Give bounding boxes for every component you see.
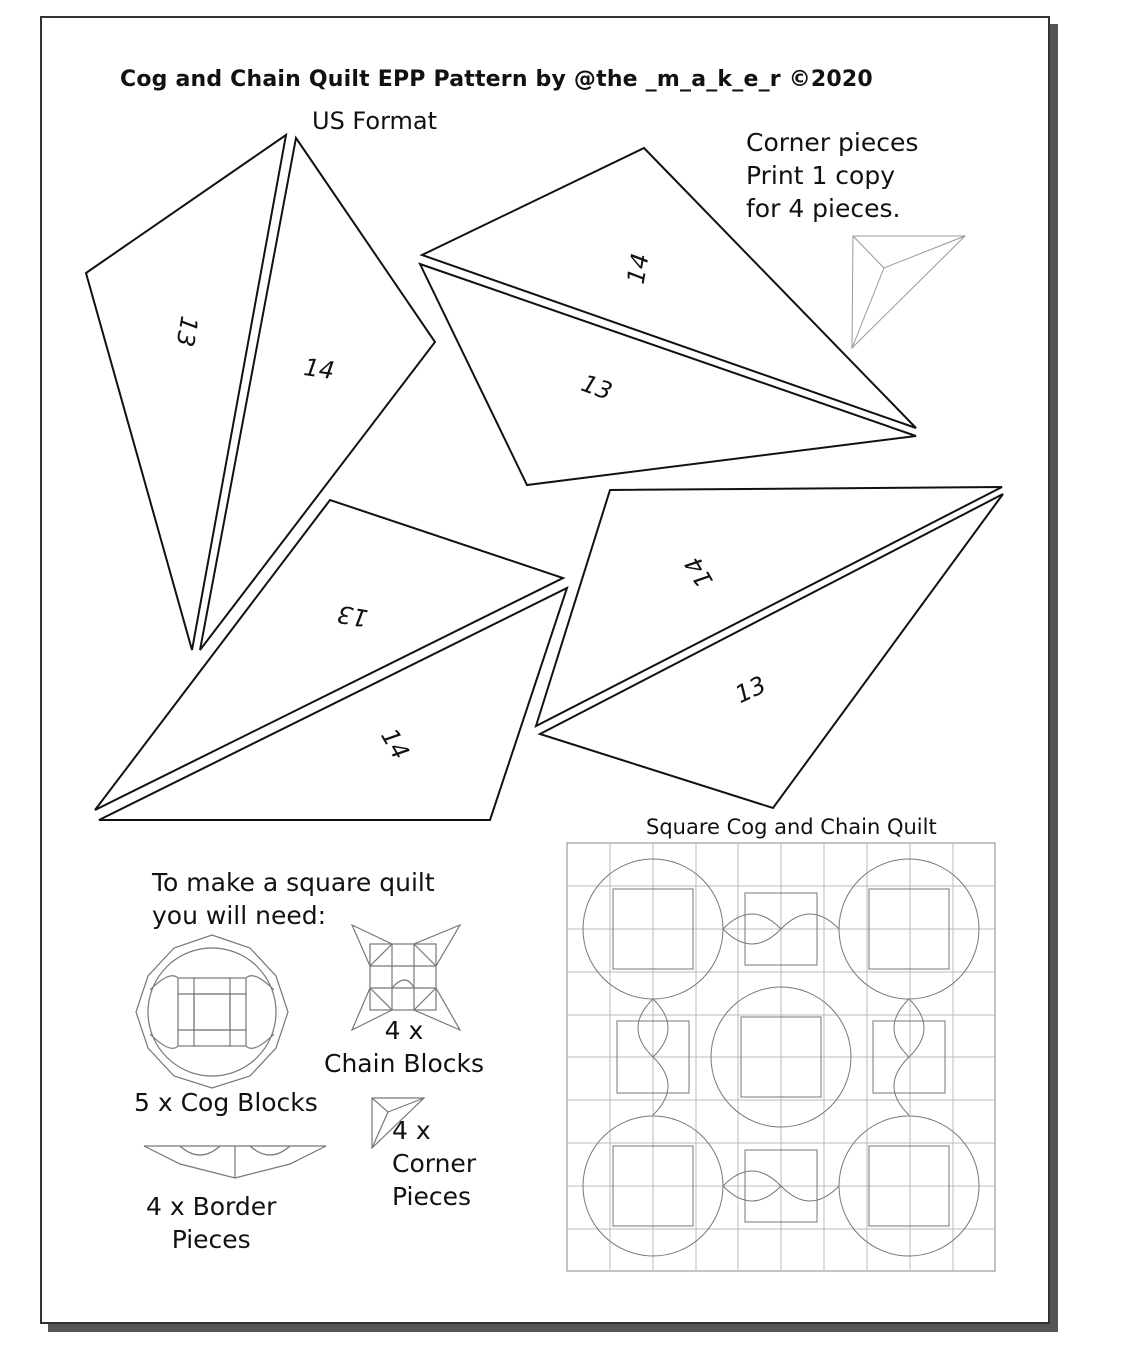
- corner-piece-thumbnail: [852, 236, 965, 348]
- template-piece-13: [86, 135, 286, 650]
- format-label: US Format: [312, 107, 438, 135]
- border-pieces-label: 4 x Border Pieces: [146, 1192, 277, 1254]
- piece-number-13: 13: [335, 599, 371, 633]
- template-piece-13: [420, 264, 916, 485]
- template-piece-14: [536, 487, 1002, 726]
- piece-number-14: 14: [679, 551, 719, 593]
- cog-block-diagram: [136, 935, 288, 1088]
- piece-number-14: 14: [302, 353, 337, 386]
- piece-number-13: 13: [577, 369, 616, 406]
- template-piece-14: [99, 588, 567, 820]
- corner-pieces-note: Corner pieces Print 1 copy for 4 pieces.: [746, 128, 919, 223]
- square-quilt-diagram: [567, 843, 995, 1271]
- piece-number-14: 14: [375, 723, 415, 765]
- corner-pieces-label: 4 x Corner Pieces: [392, 1116, 477, 1211]
- template-piece-14: [200, 138, 435, 650]
- piece-number-13: 13: [170, 313, 204, 349]
- template-piece-13: [95, 500, 563, 810]
- cog-blocks-label: 5 x Cog Blocks: [134, 1088, 318, 1117]
- square-quilt-title: Square Cog and Chain Quilt: [646, 815, 937, 839]
- template-piece-13: [540, 494, 1003, 808]
- chain-blocks-label: 4 x Chain Blocks: [324, 1016, 484, 1078]
- piece-number-13: 13: [730, 670, 771, 709]
- piece-number-14: 14: [621, 251, 655, 287]
- page-title: Cog and Chain Quilt EPP Pattern by @the _m_a_k_e_r ©2020: [120, 67, 873, 92]
- requirements-intro: To make a square quilt you will need:: [152, 868, 435, 930]
- border-piece-diagram: [144, 1146, 326, 1178]
